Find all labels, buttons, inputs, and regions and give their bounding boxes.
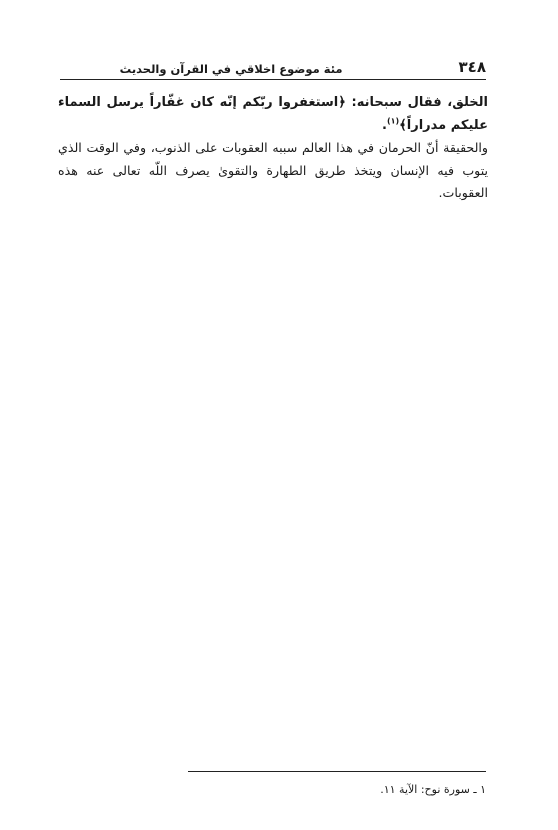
paragraph-1-end: . (382, 117, 387, 133)
page-number: ٣٤٨ (458, 58, 486, 76)
footnote-divider (188, 771, 486, 772)
footnote-1: ١ ـ سورة نوح: الآية ١١. (380, 783, 486, 796)
footnote-reference: (١) (386, 116, 400, 126)
body-text (58, 92, 488, 205)
paragraph-1-lead: الخلق، فقال سبحانه: (345, 95, 488, 110)
running-title: مئة موضوع اخلاقي في القرآن والحديث (119, 62, 343, 76)
quran-quote: ﴿استغفروا ربّكم إنّه كان غفّاراً يرسل السماء عليكم مدراراً﴾ (58, 95, 488, 133)
paragraph-1 (58, 92, 488, 137)
paragraph-2: والحقيقة أنّ الحرمان في هذا العالم سببه العقوبات على الذنوب، وفي الوقت الذي يتوب فيه الإنسان ويتخذ طريق الطهارة والتقوىٰ يصرف اللّه تعالى عنه هذه العقوبات. (58, 140, 488, 200)
running-header (60, 50, 486, 80)
